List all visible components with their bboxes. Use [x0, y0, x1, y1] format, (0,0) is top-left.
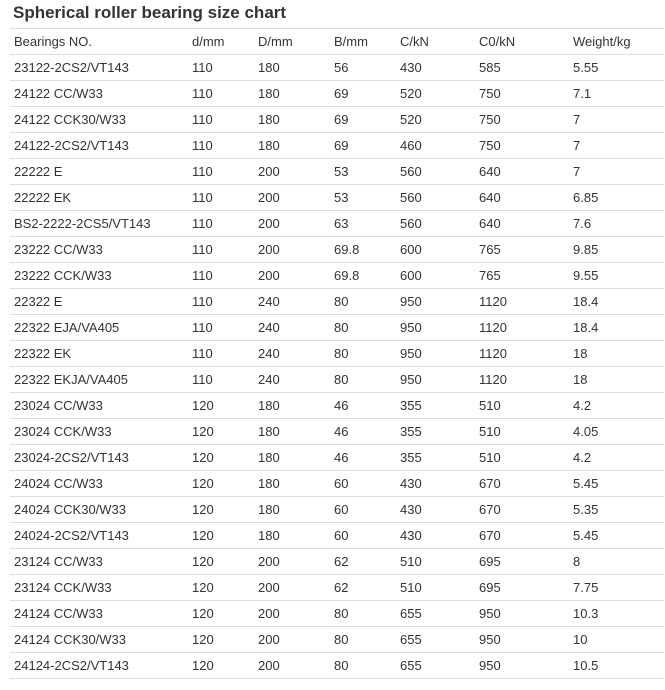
cell-dynamic-load: 950	[396, 289, 475, 315]
cell-static-load: 950	[475, 627, 569, 653]
cell-inner-diameter: 110	[188, 315, 254, 341]
table-row	[10, 211, 664, 237]
cell-dynamic-load: 520	[396, 107, 475, 133]
cell-static-load: 950	[475, 601, 569, 627]
cell-outer-diameter: 200	[254, 627, 330, 653]
table-row	[10, 55, 664, 81]
cell-inner-diameter: 120	[188, 393, 254, 419]
cell-bearing-number: 22322 E	[10, 289, 188, 315]
cell-static-load: 510	[475, 445, 569, 471]
cell-bearing-number: 24024 CCK30/W33	[10, 497, 188, 523]
header-outer-diameter: D/mm	[254, 29, 330, 55]
cell-width: 80	[330, 367, 396, 393]
cell-dynamic-load: 560	[396, 159, 475, 185]
cell-outer-diameter: 180	[254, 471, 330, 497]
table-row	[10, 549, 664, 575]
table-row	[10, 81, 664, 107]
cell-inner-diameter: 110	[188, 237, 254, 263]
cell-width: 69.8	[330, 237, 396, 263]
cell-bearing-number: 24122 CC/W33	[10, 81, 188, 107]
table-row	[10, 471, 664, 497]
cell-outer-diameter: 200	[254, 159, 330, 185]
cell-static-load: 510	[475, 393, 569, 419]
cell-inner-diameter: 110	[188, 107, 254, 133]
cell-static-load: 750	[475, 81, 569, 107]
cell-width: 46	[330, 445, 396, 471]
cell-static-load: 1120	[475, 341, 569, 367]
cell-inner-diameter: 120	[188, 471, 254, 497]
cell-bearing-number: 23024 CCK/W33	[10, 419, 188, 445]
cell-dynamic-load: 355	[396, 445, 475, 471]
cell-width: 62	[330, 575, 396, 601]
cell-width: 62	[330, 549, 396, 575]
cell-bearing-number: BS2-2222-2CS5/VT143	[10, 211, 188, 237]
cell-width: 69	[330, 81, 396, 107]
cell-bearing-number: 23222 CC/W33	[10, 237, 188, 263]
cell-bearing-number: 22322 EKJA/VA405	[10, 367, 188, 393]
cell-inner-diameter: 110	[188, 159, 254, 185]
cell-inner-diameter: 120	[188, 523, 254, 549]
cell-outer-diameter: 240	[254, 315, 330, 341]
table-row	[10, 315, 664, 341]
cell-outer-diameter: 240	[254, 367, 330, 393]
cell-dynamic-load: 950	[396, 315, 475, 341]
cell-dynamic-load: 520	[396, 81, 475, 107]
cell-weight: 10.5	[569, 653, 664, 679]
cell-width: 60	[330, 471, 396, 497]
cell-inner-diameter: 110	[188, 341, 254, 367]
cell-inner-diameter: 120	[188, 419, 254, 445]
cell-outer-diameter: 200	[254, 549, 330, 575]
header-dynamic-load: C/kN	[396, 29, 475, 55]
cell-dynamic-load: 655	[396, 627, 475, 653]
cell-inner-diameter: 120	[188, 575, 254, 601]
table-row	[10, 575, 664, 601]
header-weight: Weight/kg	[569, 29, 664, 55]
cell-outer-diameter: 240	[254, 289, 330, 315]
cell-dynamic-load: 510	[396, 549, 475, 575]
cell-width: 80	[330, 341, 396, 367]
cell-width: 46	[330, 419, 396, 445]
cell-outer-diameter: 180	[254, 81, 330, 107]
cell-inner-diameter: 110	[188, 367, 254, 393]
cell-dynamic-load: 600	[396, 263, 475, 289]
cell-weight: 4.05	[569, 419, 664, 445]
cell-bearing-number: 22322 EK	[10, 341, 188, 367]
table-body	[10, 29, 664, 679]
cell-inner-diameter: 110	[188, 185, 254, 211]
cell-static-load: 670	[475, 497, 569, 523]
cell-dynamic-load: 430	[396, 55, 475, 81]
cell-bearing-number: 23024-2CS2/VT143	[10, 445, 188, 471]
cell-weight: 6.85	[569, 185, 664, 211]
cell-width: 69.8	[330, 263, 396, 289]
cell-width: 60	[330, 497, 396, 523]
cell-static-load: 765	[475, 237, 569, 263]
cell-width: 60	[330, 523, 396, 549]
cell-dynamic-load: 510	[396, 575, 475, 601]
cell-weight: 4.2	[569, 445, 664, 471]
cell-outer-diameter: 200	[254, 185, 330, 211]
cell-static-load: 1120	[475, 315, 569, 341]
table-row	[10, 627, 664, 653]
cell-outer-diameter: 200	[254, 263, 330, 289]
cell-inner-diameter: 110	[188, 55, 254, 81]
cell-static-load: 765	[475, 263, 569, 289]
cell-width: 80	[330, 315, 396, 341]
cell-outer-diameter: 180	[254, 133, 330, 159]
cell-outer-diameter: 180	[254, 107, 330, 133]
cell-static-load: 1120	[475, 289, 569, 315]
cell-bearing-number: 24124 CCK30/W33	[10, 627, 188, 653]
cell-inner-diameter: 120	[188, 445, 254, 471]
cell-inner-diameter: 110	[188, 81, 254, 107]
header-static-load: C0/kN	[475, 29, 569, 55]
table-row	[10, 263, 664, 289]
page-title: Spherical roller bearing size chart	[13, 3, 287, 22]
cell-dynamic-load: 560	[396, 211, 475, 237]
table-row	[10, 341, 664, 367]
cell-static-load: 1120	[475, 367, 569, 393]
table-row	[10, 419, 664, 445]
cell-dynamic-load: 950	[396, 367, 475, 393]
cell-width: 53	[330, 185, 396, 211]
cell-outer-diameter: 200	[254, 575, 330, 601]
cell-inner-diameter: 110	[188, 289, 254, 315]
cell-static-load: 510	[475, 419, 569, 445]
header-bearing-number: Bearings NO.	[10, 29, 188, 55]
cell-dynamic-load: 430	[396, 523, 475, 549]
cell-inner-diameter: 120	[188, 549, 254, 575]
cell-weight: 7	[569, 133, 664, 159]
table-header-row	[10, 29, 664, 55]
table-row	[10, 289, 664, 315]
cell-bearing-number: 24122-2CS2/VT143	[10, 133, 188, 159]
cell-dynamic-load: 430	[396, 497, 475, 523]
cell-outer-diameter: 180	[254, 523, 330, 549]
cell-static-load: 695	[475, 549, 569, 575]
table-row	[10, 237, 664, 263]
table-row	[10, 653, 664, 679]
cell-bearing-number: 22322 EJA/VA405	[10, 315, 188, 341]
cell-weight: 18.4	[569, 289, 664, 315]
table-row	[10, 159, 664, 185]
cell-dynamic-load: 430	[396, 471, 475, 497]
cell-inner-diameter: 110	[188, 263, 254, 289]
cell-bearing-number: 23122-2CS2/VT143	[10, 55, 188, 81]
cell-dynamic-load: 460	[396, 133, 475, 159]
cell-bearing-number: 23222 CCK/W33	[10, 263, 188, 289]
cell-width: 69	[330, 133, 396, 159]
header-width: B/mm	[330, 29, 396, 55]
cell-static-load: 670	[475, 471, 569, 497]
cell-bearing-number: 24024-2CS2/VT143	[10, 523, 188, 549]
table-row	[10, 367, 664, 393]
cell-weight: 7	[569, 107, 664, 133]
cell-weight: 9.85	[569, 237, 664, 263]
cell-width: 80	[330, 653, 396, 679]
cell-outer-diameter: 180	[254, 497, 330, 523]
cell-weight: 8	[569, 549, 664, 575]
table-row	[10, 133, 664, 159]
cell-inner-diameter: 110	[188, 211, 254, 237]
cell-weight: 9.55	[569, 263, 664, 289]
cell-width: 63	[330, 211, 396, 237]
cell-static-load: 950	[475, 653, 569, 679]
cell-weight: 18.4	[569, 315, 664, 341]
cell-static-load: 640	[475, 185, 569, 211]
cell-outer-diameter: 200	[254, 601, 330, 627]
cell-dynamic-load: 950	[396, 341, 475, 367]
cell-static-load: 640	[475, 211, 569, 237]
cell-outer-diameter: 200	[254, 211, 330, 237]
cell-inner-diameter: 110	[188, 133, 254, 159]
table-row	[10, 601, 664, 627]
cell-weight: 7	[569, 159, 664, 185]
cell-static-load: 750	[475, 133, 569, 159]
cell-static-load: 750	[475, 107, 569, 133]
bearing-size-table	[10, 28, 664, 679]
cell-dynamic-load: 560	[396, 185, 475, 211]
cell-static-load: 640	[475, 159, 569, 185]
cell-outer-diameter: 200	[254, 237, 330, 263]
cell-outer-diameter: 180	[254, 419, 330, 445]
cell-inner-diameter: 120	[188, 653, 254, 679]
table-row	[10, 393, 664, 419]
cell-weight: 7.75	[569, 575, 664, 601]
cell-bearing-number: 23124 CCK/W33	[10, 575, 188, 601]
cell-bearing-number: 22222 E	[10, 159, 188, 185]
cell-inner-diameter: 120	[188, 497, 254, 523]
cell-width: 53	[330, 159, 396, 185]
cell-inner-diameter: 120	[188, 627, 254, 653]
cell-width: 80	[330, 627, 396, 653]
cell-width: 56	[330, 55, 396, 81]
cell-weight: 5.45	[569, 523, 664, 549]
cell-dynamic-load: 600	[396, 237, 475, 263]
cell-width: 69	[330, 107, 396, 133]
cell-weight: 7.6	[569, 211, 664, 237]
cell-outer-diameter: 240	[254, 341, 330, 367]
cell-bearing-number: 24122 CCK30/W33	[10, 107, 188, 133]
cell-static-load: 695	[475, 575, 569, 601]
cell-outer-diameter: 180	[254, 55, 330, 81]
cell-static-load: 585	[475, 55, 569, 81]
cell-outer-diameter: 180	[254, 393, 330, 419]
cell-weight: 5.55	[569, 55, 664, 81]
cell-dynamic-load: 655	[396, 601, 475, 627]
cell-static-load: 670	[475, 523, 569, 549]
cell-bearing-number: 24124 CC/W33	[10, 601, 188, 627]
cell-weight: 5.45	[569, 471, 664, 497]
cell-bearing-number: 24124-2CS2/VT143	[10, 653, 188, 679]
table-row	[10, 497, 664, 523]
cell-width: 80	[330, 289, 396, 315]
table-row	[10, 107, 664, 133]
table-row	[10, 445, 664, 471]
cell-weight: 10	[569, 627, 664, 653]
cell-inner-diameter: 120	[188, 601, 254, 627]
cell-weight: 4.2	[569, 393, 664, 419]
header-inner-diameter: d/mm	[188, 29, 254, 55]
cell-width: 46	[330, 393, 396, 419]
cell-bearing-number: 22222 EK	[10, 185, 188, 211]
cell-dynamic-load: 355	[396, 419, 475, 445]
table-row	[10, 523, 664, 549]
cell-outer-diameter: 200	[254, 653, 330, 679]
cell-bearing-number: 23024 CC/W33	[10, 393, 188, 419]
table-row	[10, 185, 664, 211]
cell-weight: 18	[569, 367, 664, 393]
cell-weight: 18	[569, 341, 664, 367]
cell-bearing-number: 23124 CC/W33	[10, 549, 188, 575]
cell-dynamic-load: 355	[396, 393, 475, 419]
cell-dynamic-load: 655	[396, 653, 475, 679]
cell-outer-diameter: 180	[254, 445, 330, 471]
cell-weight: 7.1	[569, 81, 664, 107]
cell-weight: 10.3	[569, 601, 664, 627]
cell-bearing-number: 24024 CC/W33	[10, 471, 188, 497]
cell-weight: 5.35	[569, 497, 664, 523]
cell-width: 80	[330, 601, 396, 627]
